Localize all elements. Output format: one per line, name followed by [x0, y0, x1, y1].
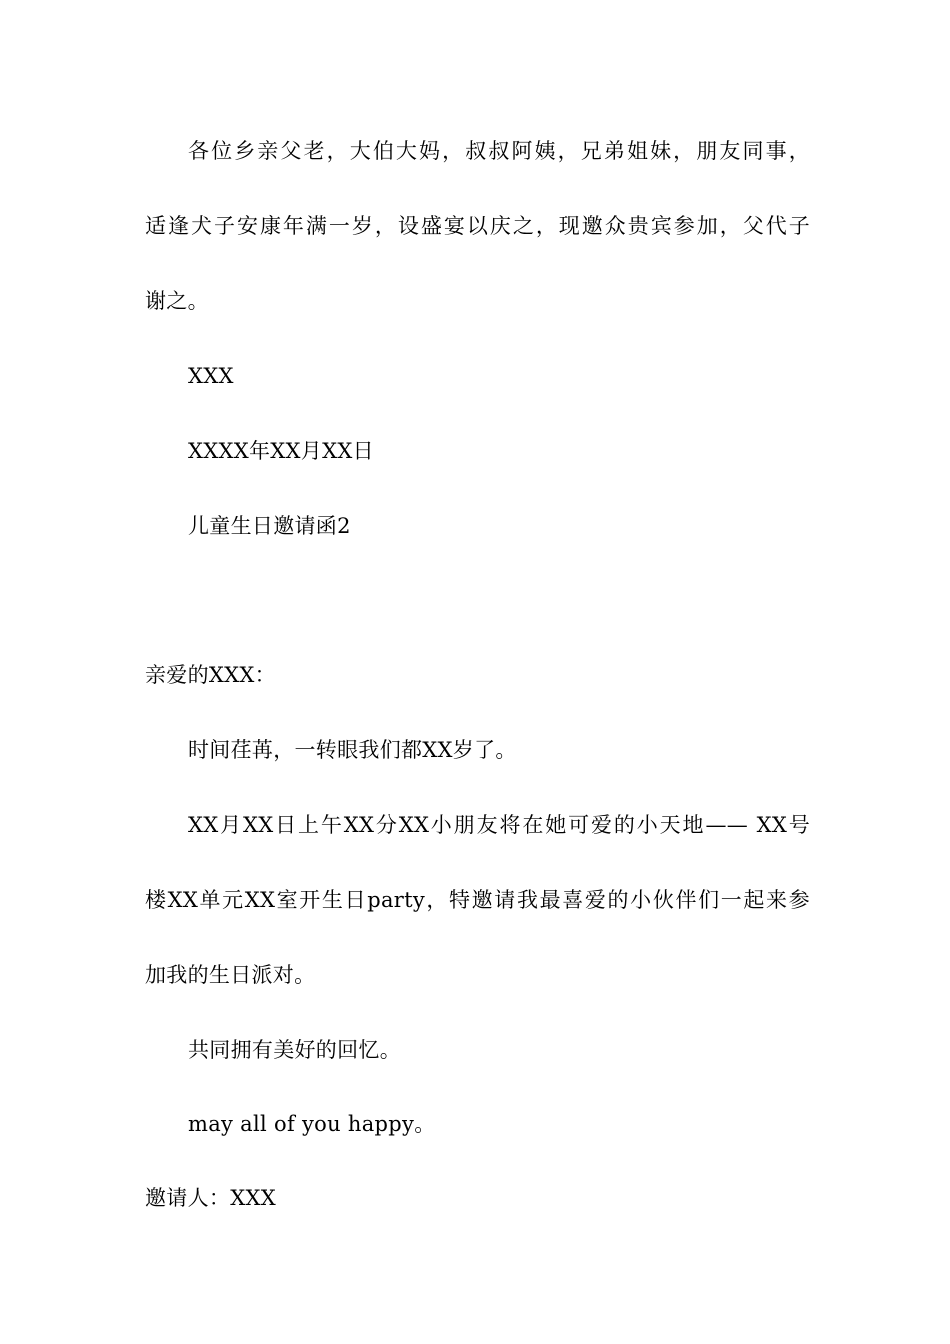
paragraph-1-line-3: 谢之。: [145, 289, 209, 313]
paragraph-1-line-2: 适逢犬子安康年满一岁，设盛宴以庆之，现邀众贵宾参加，父代子: [145, 214, 810, 238]
paragraph-5: may all of you happy。: [188, 1112, 436, 1136]
paragraph-3-line-1: XX月XX日上午XX分XX小朋友将在她可爱的小天地—— XX号: [188, 813, 810, 837]
paragraph-3-line-2: 楼XX单元XX室开生日party，特邀请我最喜爱的小伙伴们一起来参: [145, 888, 810, 912]
greeting: 亲爱的XXX：: [145, 663, 276, 687]
signature-date: XXXX年XX月XX日: [188, 439, 374, 463]
paragraph-3-line-3: 加我的生日派对。: [145, 963, 316, 987]
signature-name: XXX: [188, 364, 234, 388]
paragraph-4: 共同拥有美好的回忆。: [188, 1038, 401, 1062]
paragraph-1-line-1: 各位乡亲父老，大伯大妈，叔叔阿姨，兄弟姐妹，朋友同事，: [188, 139, 810, 163]
inviter-signature: 邀请人：XXX: [145, 1186, 276, 1210]
section-heading: 儿童生日邀请函2: [188, 514, 351, 538]
paragraph-2: 时间荏苒，一转眼我们都XX岁了。: [188, 738, 517, 762]
